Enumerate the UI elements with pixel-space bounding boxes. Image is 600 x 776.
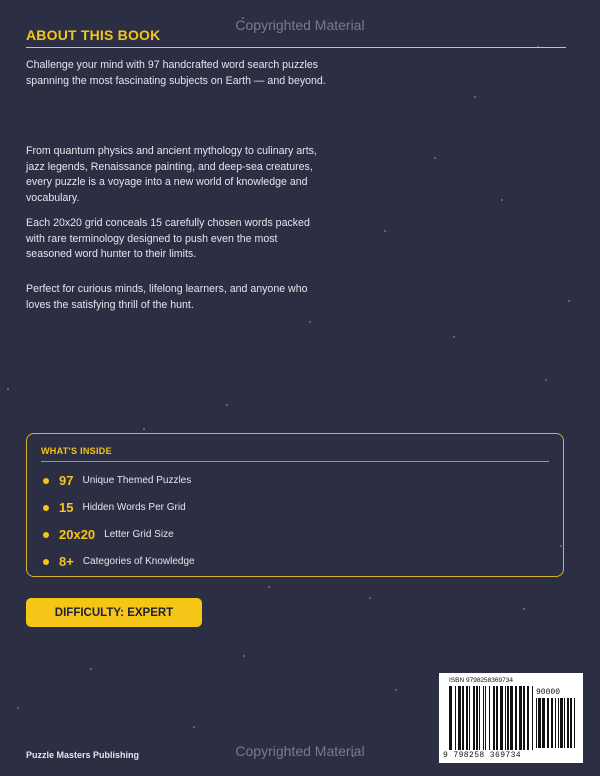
whats-inside-box	[26, 433, 564, 577]
feature-row	[43, 473, 191, 488]
feature-value: 8+	[59, 554, 74, 569]
feature-label: Unique Themed Puzzles	[82, 475, 192, 486]
publisher-name: Puzzle Masters Publishing	[26, 750, 140, 760]
feature-label: Letter Grid Size	[104, 529, 174, 540]
feature-value: 97	[59, 473, 74, 488]
barcode-bars-icon	[449, 686, 533, 750]
feature-value: 15	[59, 500, 74, 515]
whats-inside-title: WHAT'S INSIDE	[41, 446, 112, 456]
isbn-label: ISBN 9798258369734	[449, 677, 513, 684]
feature-row	[43, 527, 174, 542]
bullet-dot-icon	[43, 478, 49, 484]
watermark-top: Copyrighted Material	[235, 17, 365, 33]
about-paragraph-4: Perfect for curious minds, lifelong learners, and anyone who loves the satisfying thrill of the hunt.	[26, 283, 308, 311]
difficulty-badge: DIFFICULTY: EXPERT	[26, 598, 202, 627]
price-code: 90000	[536, 688, 561, 697]
barcode-addon-bars-icon	[536, 698, 578, 748]
about-paragraph-3: Each 20x20 grid conceals 15 carefully chosen words packed with rare terminology designed to push even the most seasoned word hunter to their limits.	[26, 217, 310, 260]
about-paragraph-1: Challenge your mind with 97 handcrafted word search puzzles spanning the most fascinating subjects on Earth — and beyond.	[26, 59, 326, 87]
isbn-digits: 9 798258 369734	[443, 751, 522, 760]
bullet-dot-icon	[43, 505, 49, 511]
feature-label: Hidden Words Per Grid	[82, 502, 186, 513]
whats-inside-divider	[41, 461, 549, 462]
feature-value: 20x20	[59, 527, 96, 542]
bullet-dot-icon	[43, 532, 49, 538]
watermark-bottom: Copyrighted Material	[235, 743, 365, 759]
bullet-dot-icon	[43, 559, 49, 565]
feature-row	[43, 500, 186, 515]
about-paragraph-2: From quantum physics and ancient mythology to culinary arts, jazz legends, Renaissance painting, and deep-sea creatures, every puzzle is a voyage into a new world of knowledge and vocabulary.	[26, 145, 317, 204]
feature-label: Categories of Knowledge	[82, 556, 195, 567]
feature-row	[43, 554, 195, 569]
title-divider	[26, 47, 566, 48]
about-title: ABOUT THIS BOOK	[26, 27, 161, 43]
